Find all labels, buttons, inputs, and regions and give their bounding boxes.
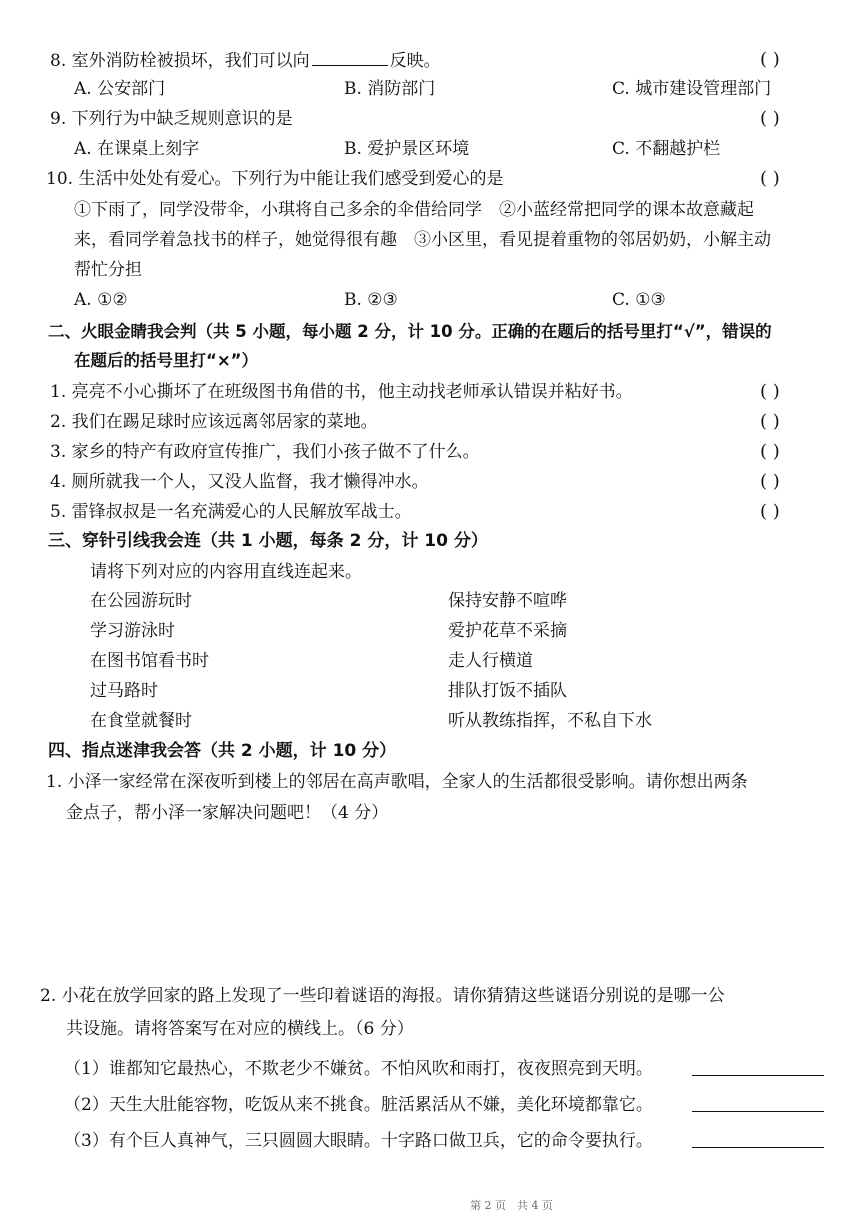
q10-answer-paren[interactable]: ( ) (760, 168, 780, 189)
q9-stem: 9. 下列行为中缺乏规则意识的是 (50, 109, 293, 129)
section-2-heading-line-1: 二、火眼金睛我会判（共 5 小题，每小题 2 分，计 10 分。正确的在题后的括号里打“√”，错误的 (48, 322, 772, 341)
riddle-2-answer-line[interactable] (692, 1111, 824, 1112)
q9-option-c: C. 不翻越护栏 (612, 139, 721, 159)
q10-option-c: C. ①③ (612, 290, 666, 310)
q8-option-c: C. 城市建设管理部门 (612, 79, 772, 99)
q10-statement-line-2: 来，看同学着急找书的样子，她觉得很有趣 ③小区里，看见提着重物的邻居奶奶，小解主动 (74, 230, 771, 250)
q9-option-a: A. 在课桌上刻字 (74, 139, 200, 159)
riddle-2: （2）天生大肚能容物，吃饭从来不挑食。脏活累活从不嫌，美化环境都靠它。 (64, 1095, 653, 1115)
judge-item-1: 1. 亮亮不小心撕坏了在班级图书角借的书，他主动找老师承认错误并粘好书。 (50, 382, 633, 402)
match-left-item-4[interactable]: 过马路时 (90, 681, 158, 701)
section-2-heading-line-2: 在题后的括号里打“×”） (74, 351, 259, 370)
match-right-item-5[interactable]: 听从教练指挥，不私自下水 (448, 711, 652, 731)
judge-item-5: 5. 雷锋叔叔是一名充满爱心的人民解放军战士。 (50, 502, 412, 522)
match-right-item-4[interactable]: 排队打饭不插队 (448, 681, 567, 701)
judge-item-3: 3. 家乡的特产有政府宣传推广，我们小孩子做不了什么。 (50, 442, 480, 462)
section-4-heading: 四、指点迷津我会答（共 2 小题，计 10 分） (48, 741, 397, 761)
riddle-1-answer-line[interactable] (692, 1075, 824, 1076)
matching-instruction: 请将下列对应的内容用直线连起来。 (90, 562, 362, 582)
judge-item-4: 4. 厕所就我一个人，又没人监督，我才懒得冲水。 (50, 472, 429, 492)
q8-text-after: 反映。 (389, 51, 441, 71)
match-right-item-1[interactable]: 保持安静不喧哗 (448, 591, 567, 611)
match-left-item-5[interactable]: 在食堂就餐时 (90, 711, 192, 731)
judge-item-2-paren[interactable]: ( ) (760, 411, 780, 432)
q8-option-a: A. 公安部门 (74, 79, 166, 99)
q10-stem: 10. 生活中处处有爱心。下列行为中能让我们感受到爱心的是 (46, 169, 504, 189)
judge-item-5-paren[interactable]: ( ) (760, 501, 780, 522)
riddle-3: （3）有个巨人真神气，三只圆圆大眼睛。十字路口做卫兵，它的命令要执行。 (64, 1131, 653, 1151)
page-footer: 第 2 页 共 4 页 (470, 1199, 553, 1212)
q9-answer-paren[interactable]: ( ) (760, 108, 780, 129)
judge-item-4-paren[interactable]: ( ) (760, 471, 780, 492)
section-3-heading: 三、穿针引线我会连（共 1 小题，每条 2 分，计 10 分） (48, 531, 488, 551)
q8-text-before: 8. 室外消防栓被损坏，我们可以向 (50, 51, 310, 71)
q10-statement-line-3: 帮忙分担 (74, 260, 142, 280)
match-left-item-3[interactable]: 在图书馆看书时 (90, 651, 209, 671)
q10-option-a: A. ①② (74, 290, 128, 310)
q8-fill-blank[interactable] (312, 49, 388, 66)
q8-stem (50, 49, 441, 72)
judge-item-3-paren[interactable]: ( ) (760, 441, 780, 462)
match-left-item-2[interactable]: 学习游泳时 (90, 621, 175, 641)
q8-answer-paren[interactable]: ( ) (760, 49, 780, 70)
q10-statement-line-1: ①下雨了，同学没带伞，小琪将自己多余的伞借给同学 ②小蓝经常把同学的课本故意藏起 (74, 200, 754, 220)
q9-option-b: B. 爱护景区环境 (344, 139, 470, 159)
q10-option-b: B. ②③ (344, 290, 398, 310)
riddle-3-answer-line[interactable] (692, 1147, 824, 1148)
match-right-item-3[interactable]: 走人行横道 (448, 651, 533, 671)
answer-q1-writing-area[interactable] (66, 832, 826, 972)
match-left-item-1[interactable]: 在公园游玩时 (90, 591, 192, 611)
riddle-1: （1）谁都知它最热心，不欺老少不嫌贫。不怕风吹和雨打，夜夜照亮到天明。 (64, 1059, 653, 1079)
answer-q2-line-2: 共设施。请将答案写在对应的横线上。（6 分） (66, 1019, 414, 1039)
judge-item-1-paren[interactable]: ( ) (760, 381, 780, 402)
match-right-item-2[interactable]: 爱护花草不采摘 (448, 621, 567, 641)
answer-q2-line-1: 2. 小花在放学回家的路上发现了一些印着谜语的海报。请你猜猜这些谜语分别说的是哪一公 (40, 986, 725, 1006)
q8-option-b: B. 消防部门 (344, 79, 436, 99)
answer-q1-line-1: 1. 小泽一家经常在深夜听到楼上的邻居在高声歌唱，全家人的生活都很受影响。请你想出两条 (46, 772, 748, 792)
judge-item-2: 2. 我们在踢足球时应该远离邻居家的菜地。 (50, 412, 378, 432)
answer-q1-line-2: 金点子，帮小泽一家解决问题吧！（4 分） (66, 803, 389, 823)
